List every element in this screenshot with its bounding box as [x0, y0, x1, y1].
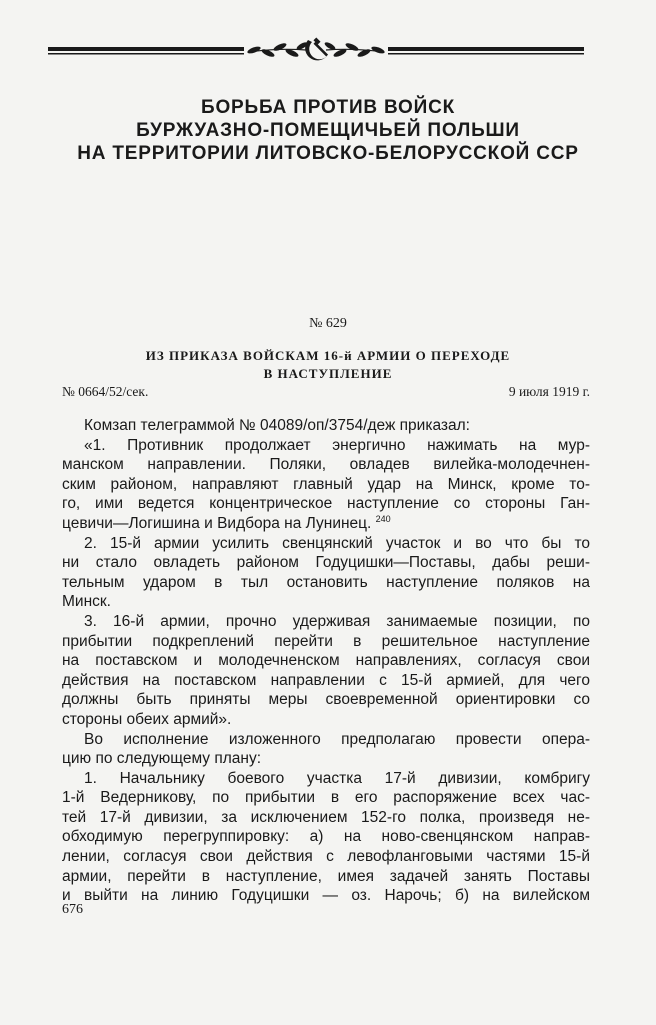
document-body [62, 416, 590, 906]
body-line: должны быть приняты меры своевременной ориентировки со [62, 691, 590, 709]
body-line: ни стало овладеть районом Годуцишки—Поставы, дабы реши- [62, 554, 590, 572]
body-line: тей 17-й дивизии, за исключением 152-го полка, произведя не- [62, 808, 590, 826]
document-title-line: В НАСТУПЛЕНИЕ [263, 366, 393, 381]
body-line: Комзап телеграммой № 04089/оп/3754/деж приказал: [84, 417, 470, 434]
body-line: цию по следующему плану: [62, 750, 262, 768]
document-reference: № 0664/52/сек. [62, 384, 149, 399]
document-number: № 629 [309, 316, 347, 331]
body-line: обходимую перегруппировку: а) на ново-свенцянском направ- [62, 828, 590, 846]
body-line: армии, перейти в наступление, имея задачей занять Поставы [62, 867, 590, 885]
body-line: лении, согласуя свои действия с левофланговыми частями 15-й [62, 848, 590, 866]
body-line: 2. 15-й армии усилить свенцянский участок и во что бы то [84, 534, 590, 552]
body-line: го, ими ведется концентрическое наступление со стороны Ган- [62, 495, 590, 513]
body-line: тельным ударом в тыл остановить наступление поляков на [62, 573, 590, 591]
body-line: ским районом, направляют главный удар на Минск, кроме то- [62, 475, 590, 493]
body-line: прибытии подкреплений перейти в решительное наступление [62, 632, 590, 650]
body-line: 3. 16-й армии, прочно удерживая занимаемые позиции, по [84, 612, 590, 630]
body-line: 1-й Ведерникову, по прибытии в его распоряжение всех час- [62, 789, 590, 807]
footnote-reference: 240 [375, 513, 391, 524]
body-line: 1. Начальнику боевого участка 17-й дивизии, комбригу [84, 769, 590, 787]
body-line: «1. Противник продолжает энергично нажимать на мур- [84, 436, 590, 454]
section-title [0, 96, 656, 165]
body-line: на поставском и молодечненском направлениях, согласуя свои [62, 652, 590, 670]
body-line: стороны обеих армий». [62, 710, 232, 728]
body-line: и выйти на линию Годуцишки — оз. Нарочь; б) на вилейском [62, 887, 590, 905]
document-title [0, 347, 656, 383]
body-line: действия на поставском направлении с 15-й армией, для чего [62, 671, 590, 689]
document-meta [62, 384, 590, 402]
body-line: манском направлении. Поляки, овладев вилейка-молодечнен- [62, 456, 590, 474]
page-number: 676 [62, 902, 83, 917]
body-line: Минск. [62, 593, 111, 611]
body-line: Во исполнение изложенного предполагаю провести опера- [84, 730, 590, 748]
document-title-line: ИЗ ПРИКАЗА ВОЙСКАМ 16-й АРМИИ О ПЕРЕХОДЕ [145, 348, 511, 363]
document-date: 9 июля 1919 г. [508, 384, 590, 399]
body-line-text: цевичи—Логишина и Видбора на Лунинец. [62, 514, 372, 532]
section-title-line: БУРЖУАЗНО-ПОМЕЩИЧЬЕЙ ПОЛЬШИ [136, 120, 520, 141]
section-title-line: БОРЬБА ПРОТИВ ВОЙСК [200, 97, 456, 118]
body-line-with-footnote [62, 514, 590, 534]
section-title-line: НА ТЕРРИТОРИИ ЛИТОВСКО-БЕЛОРУССКОЙ ССР [77, 143, 579, 164]
hammer-sickle-icon [305, 37, 328, 60]
hammer-sickle-emblem-ornament [48, 30, 584, 70]
